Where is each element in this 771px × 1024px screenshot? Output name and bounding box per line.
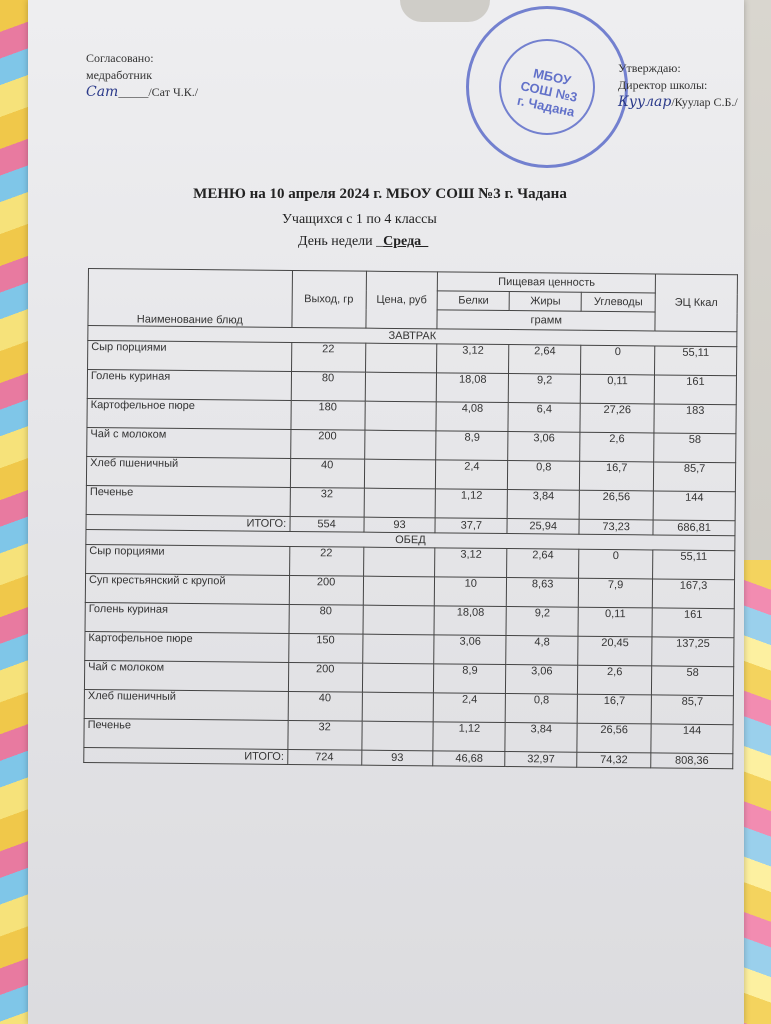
- cell-name: Чай с молоком: [87, 427, 291, 458]
- header-carbs: Углеводы: [581, 292, 655, 312]
- cell-kcal: 161: [654, 375, 736, 405]
- cell-carbs: 0,11: [580, 374, 654, 404]
- cell-fat: 3,06: [506, 665, 578, 695]
- menu-subtitle: Учащихся с 1 по 4 классы: [282, 212, 437, 227]
- cell-carbs: 0: [579, 549, 653, 579]
- cell-protein: 8,9: [434, 664, 506, 694]
- approval-left-line3: Сат_____/Сат Ч.К./: [86, 84, 199, 100]
- cell-protein: 2,4: [434, 693, 506, 723]
- cell-yield: 200: [289, 575, 363, 605]
- cell-price: [364, 430, 436, 460]
- cell-fat: 9,2: [508, 374, 580, 404]
- header-protein: Белки: [437, 291, 509, 311]
- cell-fat: 9,2: [506, 607, 578, 637]
- stamp-center-text: МБОУ СОШ №3 г. Чадана: [515, 65, 579, 120]
- menu-table: [83, 268, 738, 769]
- cell-kcal: 161: [652, 608, 734, 638]
- sheet-protector-notch: [400, 0, 490, 22]
- cell-kcal: 85,7: [653, 462, 735, 492]
- cell-kcal: 58: [651, 666, 733, 696]
- approval-right-block: [618, 60, 738, 111]
- total-carbs: 74,32: [577, 752, 651, 768]
- cell-carbs: 0: [581, 345, 655, 375]
- cell-yield: 22: [291, 342, 365, 372]
- total-yield: 554: [290, 516, 364, 532]
- cell-fat: 0,8: [505, 694, 577, 724]
- cell-yield: 40: [288, 691, 362, 721]
- cell-carbs: 0,11: [578, 607, 652, 637]
- cell-carbs: 27,26: [580, 403, 654, 433]
- cell-protein: 10: [435, 577, 507, 607]
- total-price: 93: [361, 750, 433, 766]
- cell-fat: 2,64: [507, 549, 579, 579]
- header-kcal: ЭЦ Ккал: [655, 274, 737, 332]
- approval-left-line2: медработник: [86, 68, 153, 82]
- cell-price: [362, 663, 434, 693]
- cell-protein: 1,12: [435, 489, 507, 519]
- approval-left-line1: Согласовано:: [86, 51, 154, 65]
- cell-protein: 3,12: [435, 548, 507, 578]
- cell-protein: 2,4: [436, 460, 508, 490]
- cell-fat: 3,84: [505, 723, 577, 753]
- header-price: Цена, руб: [365, 271, 437, 329]
- cell-carbs: 16,7: [577, 694, 651, 724]
- cell-fat: 3,84: [507, 490, 579, 520]
- cell-protein: 18,08: [434, 606, 506, 636]
- approval-left-block: [86, 50, 198, 101]
- section-title: ЗАВТРАК: [88, 326, 737, 347]
- cell-protein: 1,12: [433, 722, 505, 752]
- cell-protein: 4,08: [436, 402, 508, 432]
- cell-kcal: 55,11: [653, 550, 735, 580]
- total-fat: 25,94: [507, 519, 579, 535]
- cell-protein: 3,06: [434, 635, 506, 665]
- cell-yield: 40: [290, 458, 364, 488]
- cell-price: [365, 372, 437, 402]
- cell-carbs: 26,56: [579, 490, 653, 520]
- total-protein: 46,68: [433, 751, 505, 767]
- weekday-value: Среда_: [383, 234, 429, 249]
- cell-name: Голень куриная: [87, 370, 291, 401]
- cell-price: [363, 547, 435, 577]
- cell-yield: 22: [289, 546, 363, 576]
- cell-price: [364, 488, 436, 518]
- menu-title: МЕНЮ на 10 апреля 2024 г. МБОУ СОШ №3 г. Чадана: [193, 186, 567, 202]
- total-price: 93: [363, 517, 435, 533]
- cell-protein: 3,12: [437, 344, 509, 374]
- cell-kcal: 144: [651, 724, 733, 754]
- signature-left: Сат: [86, 84, 119, 100]
- approval-right-line2: Директор школы:: [618, 78, 708, 92]
- cell-name: Печенье: [86, 485, 290, 516]
- cell-carbs: 26,56: [577, 723, 651, 753]
- cell-fat: 4,8: [506, 636, 578, 666]
- official-stamp: [466, 6, 628, 168]
- cell-price: [361, 721, 433, 751]
- approval-right-line1: Утверждаю:: [618, 61, 681, 75]
- cell-name: Чай с молоком: [84, 660, 288, 691]
- weekday-line: День недели _Среда_: [298, 234, 429, 249]
- cell-price: [364, 459, 436, 489]
- cell-name: Печенье: [84, 718, 288, 749]
- header-yield: Выход, гр: [292, 270, 366, 328]
- section-title: ОБЕД: [86, 529, 735, 550]
- cell-name: Голень куриная: [85, 602, 289, 633]
- cell-carbs: 20,45: [578, 636, 652, 666]
- cell-name: Картофельное пюре: [85, 631, 289, 662]
- total-kcal: 686,81: [653, 520, 735, 536]
- cell-protein: 8,9: [436, 431, 508, 461]
- cell-price: [363, 576, 435, 606]
- cell-kcal: 85,7: [651, 695, 733, 725]
- cell-price: [364, 401, 436, 431]
- cell-name: Сыр порциями: [86, 544, 290, 575]
- cell-price: [362, 634, 434, 664]
- cell-kcal: 183: [654, 404, 736, 434]
- cell-yield: 180: [291, 400, 365, 430]
- total-kcal: 808,36: [651, 753, 733, 769]
- cell-name: Хлеб пшеничный: [86, 456, 290, 487]
- total-yield: 724: [287, 749, 361, 765]
- cell-name: Картофельное пюре: [87, 398, 291, 429]
- cell-price: [362, 692, 434, 722]
- cell-fat: 3,06: [508, 432, 580, 462]
- cell-price: [365, 343, 437, 373]
- cell-yield: 80: [291, 371, 365, 401]
- stamp-inner-ring: [499, 39, 595, 135]
- total-protein: 37,7: [435, 518, 507, 534]
- cell-yield: 200: [290, 429, 364, 459]
- cell-yield: 200: [288, 662, 362, 692]
- cell-name: Суп крестьянский с крупой: [85, 573, 289, 604]
- total-fat: 32,97: [505, 752, 577, 768]
- total-label: ИТОГО:: [86, 514, 290, 531]
- cell-name: Хлеб пшеничный: [84, 689, 288, 720]
- header-name: Наименование блюд: [88, 269, 292, 328]
- cell-fat: 2,64: [509, 345, 581, 375]
- cell-carbs: 2,6: [578, 665, 652, 695]
- total-label: ИТОГО:: [84, 747, 288, 764]
- cell-price: [362, 605, 434, 635]
- cell-fat: 0,8: [508, 461, 580, 491]
- cell-kcal: 58: [654, 433, 736, 463]
- header-fat: Жиры: [509, 292, 581, 312]
- approval-right-line3: Куулар/Куулар С.Б./: [618, 94, 738, 110]
- cell-yield: 80: [289, 604, 363, 634]
- total-carbs: 73,23: [579, 519, 653, 535]
- cell-carbs: 16,7: [580, 461, 654, 491]
- cell-fat: 6,4: [508, 403, 580, 433]
- cell-carbs: 7,9: [578, 578, 652, 608]
- cell-protein: 18,08: [437, 373, 509, 403]
- cell-fat: 8,63: [507, 578, 579, 608]
- cell-kcal: 167,3: [652, 579, 734, 609]
- signature-right: Куулар: [618, 94, 672, 110]
- cell-yield: 32: [290, 487, 364, 517]
- cell-name: Сыр порциями: [88, 341, 292, 372]
- cell-kcal: 144: [653, 491, 735, 521]
- cell-kcal: 137,25: [652, 637, 734, 667]
- header-units: грамм: [437, 310, 655, 331]
- cell-carbs: 2,6: [580, 432, 654, 462]
- cell-kcal: 55,11: [655, 346, 737, 376]
- cell-yield: 150: [288, 633, 362, 663]
- cell-yield: 32: [287, 720, 361, 750]
- header-nutrition: Пищевая ценность: [438, 272, 656, 293]
